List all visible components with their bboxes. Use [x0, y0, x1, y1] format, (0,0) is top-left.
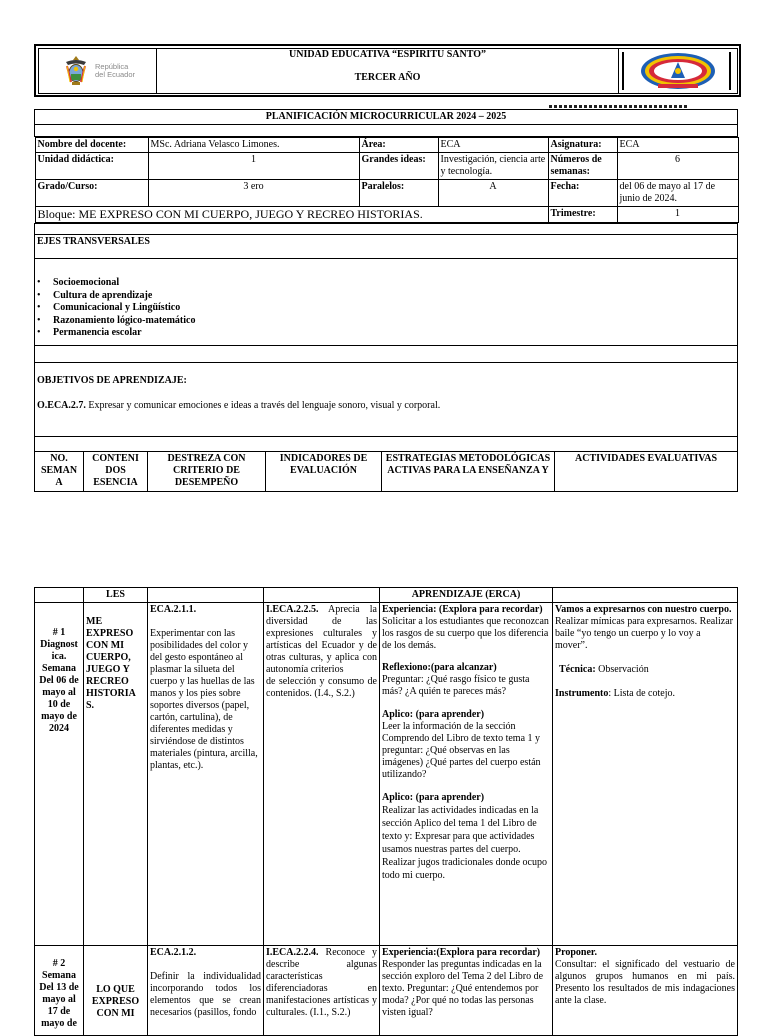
date-value: del 06 de mayo al 17 de junio de 2024.	[617, 180, 738, 207]
grade-year: TERCER AÑO	[354, 72, 421, 83]
col-week: NO. SEMAN A	[35, 452, 84, 492]
row1-instr-label: Instrumento	[555, 688, 609, 699]
row2-indicator-text: Reconoce y describe algunas características diferenciadoras en manifestaciones artísticas y culturales. (I.1., S.2.)	[266, 947, 377, 1018]
row2-exp-text: Responder las preguntas indicadas en la sección exploro del Tema 2 del Libro de texto. Preguntar: ¿Qué entendemos por moda? ¿Por qué no todas las personas visten igual?	[382, 959, 544, 1018]
term-label: Trimestre:	[548, 207, 617, 223]
date-label: Fecha:	[548, 180, 617, 207]
row2-exp-label: Experiencia:(Explora para recordar)	[382, 947, 541, 958]
block-label: Bloque	[37, 207, 73, 221]
row2-week: # 2 Semana Del 13 de mayo al 17 de mayo de	[35, 946, 84, 1036]
plan-title: PLANIFICACIÓN MICROCURRICULAR 2024 – 2025	[35, 110, 738, 125]
cont-activities	[553, 588, 738, 603]
transversal-item: • Cultura de aprendizaje	[37, 290, 735, 303]
row1-exp-label: Experiencia: (Explora para recordar)	[382, 604, 543, 615]
row1-indicator-text2: de selección y consumo de contenidos. (I.4., S.2.)	[266, 676, 377, 699]
row2-act-text: Consultar: el significado del vestuario de algunos grupos humanos en mi país. Presento los resultados de mis indagaciones ante la clase.	[555, 959, 735, 1006]
header-table	[38, 48, 738, 94]
term-value: 1	[617, 207, 738, 223]
row2-indicator-code: I.ECA.2.2.4.	[266, 947, 319, 958]
row1-apl2-label: Aplico: (para aprender)	[382, 792, 485, 803]
ecuador-coat-of-arms-icon	[63, 54, 89, 88]
unit-value: 1	[148, 153, 359, 180]
blank-row	[35, 224, 738, 235]
subject-value: ECA	[617, 138, 738, 153]
row1-apl1-label: Aplico: (para aprender)	[382, 709, 485, 720]
row1-apl2-text: Realizar las actividades indicadas en la sección Aplico del tema 1 del Libro de texto y: Expresar para que actividades usamos nuestras partes del cuerpo. Realizar jugos tradicionales donde ocupo todo mi cuerpo.	[382, 805, 547, 881]
area-value: ECA	[438, 138, 548, 153]
row1-apl1-text: Leer la información de la sección Comprendo del Libro de texto tema 1 y preguntar: ¿Qué observas en las imágenes) ¿Qué partes del cuerpo están utilizando?	[382, 721, 541, 780]
row1-tech: Observación	[595, 664, 649, 675]
unit-label: Unidad didáctica:	[35, 153, 148, 180]
cont-week	[35, 588, 84, 603]
transversal-item: • Permanencia escolar	[37, 327, 735, 340]
blank-row	[35, 437, 738, 452]
col-activities: ACTIVIDADES EVALUATIVAS	[555, 452, 738, 492]
subject-label: Asignatura:	[548, 138, 617, 153]
transversal-list	[37, 277, 735, 340]
row2-strategies	[380, 946, 553, 1036]
parallel-value: A	[438, 180, 548, 207]
blank-row	[35, 346, 738, 363]
row2-skill	[148, 946, 264, 1036]
row1-ref-text: Preguntar: ¿Qué rasgo físico te gusta más? ¿A quién te pareces más?	[382, 674, 530, 697]
row1-ref-label: Reflexiono:(para alcanzar)	[382, 662, 497, 673]
planning-table-top	[34, 109, 738, 492]
row1-skill-text: Experimentar con las posibilidades del color y del gesto espontáneo al plasmar la silueta del cuerpo y las huellas de las manos y los pies sobre soportes diversos (papel, cartón, cartulina), de diferentes medidas y sirviéndose de distintos materiales (pintura, arcilla, plantas, etc.).	[150, 628, 258, 771]
block-value: : ME EXPRESO CON MI CUERPO, JUEGO Y RECREO HISTORIAS.	[72, 207, 423, 221]
ecuador-government-text: República del Ecuador	[95, 61, 136, 79]
row1-act-text: Realizar mímicas para expresarnos. Realizar baile “yo tengo un cuerpo y lo voy a mover”.	[555, 616, 733, 651]
objectives-title: OBJETIVOS DE APRENDIZAJE:	[37, 375, 187, 386]
transversal-title: EJES TRANSVERSALES	[35, 235, 738, 259]
row1-activities	[553, 603, 738, 946]
objectives-cell	[35, 363, 738, 437]
row2-skill-code: ECA.2.1.2.	[150, 947, 197, 958]
row2-act-title: Proponer.	[555, 947, 597, 958]
grade-value: 3 ero	[148, 180, 359, 207]
info-table	[35, 137, 739, 223]
area-label: Área:	[359, 138, 438, 153]
row1-strategies	[380, 603, 553, 946]
transversal-list-cell	[35, 259, 738, 346]
row2-content: LO QUE EXPRESO CON MI	[84, 946, 148, 1036]
objective-code: O.ECA.2.7.	[37, 400, 86, 411]
header-left-logo-cell	[39, 49, 157, 94]
row1-skill-code: ECA.2.1.1.	[150, 604, 197, 615]
weeks-label: Números de semanas:	[548, 153, 617, 180]
row1-content: ME EXPRESO CON MI CUERPO, JUEGO Y RECREO HISTORIA S.	[84, 603, 148, 946]
weeks-value: 6	[617, 153, 738, 180]
transversal-item: • Comunicacional y Lingüístico	[37, 302, 735, 315]
row1-indicator	[264, 603, 380, 946]
col-strategies: ESTRATEGIAS METODOLÓGICAS ACTIVAS PARA LA ENSEÑANZA Y	[382, 452, 555, 492]
row1-week: # 1 Diagnost ica. Semana Del 06 de mayo al 10 de mayo de 2024	[35, 603, 84, 946]
ideas-label: Grandes ideas:	[359, 153, 438, 180]
transversal-item: • Razonamiento lógico-matemático	[37, 315, 735, 328]
cont-indicators	[264, 588, 380, 603]
row2-skill-text: Definir la individualidad incorporando todos los elementos que se crean necesarios (pasillos, fondo	[150, 971, 261, 1018]
row1-exp-text: Solicitar a los estudiantes que reconozcan los rasgos de su cuerpo que los diferencia de los demás.	[382, 616, 549, 651]
col-contents: CONTENI DOS ESENCIA	[84, 452, 148, 492]
faint-ruler-strip	[549, 105, 687, 108]
row2-activities	[553, 946, 738, 1036]
planning-table-continued	[34, 587, 738, 1036]
header-title-cell	[157, 49, 619, 94]
objective-text: Expresar y comunicar emociones e ideas a través del lenguaje sonoro, visual y corporal.	[85, 400, 441, 411]
row1-act-title: Vamos a expresarnos con nuestro cuerpo.	[555, 604, 732, 615]
parallel-label: Paralelos:	[359, 180, 438, 207]
block-cell	[35, 207, 548, 223]
teacher-value: MSc. Adriana Velasco Limones.	[148, 138, 359, 153]
row1-indicator-text: Aprecia la diversidad de las expresiones culturales y artísticas del Ecuador y de otras culturas, y aplica con autonomía criterios	[266, 604, 377, 675]
row1-instr: : Lista de cotejo.	[608, 688, 675, 699]
col-indicators: INDICADORES DE EVALUACIÓN	[266, 452, 382, 492]
grade-label: Grado/Curso:	[35, 180, 148, 207]
ideas-value: Investigación, ciencia arte y tecnología.	[438, 153, 548, 180]
teacher-label: Nombre del docente:	[35, 138, 148, 153]
cont-strategies: APRENDIZAJE (ERCA)	[380, 588, 553, 603]
school-logo-icon	[638, 51, 718, 91]
school-name: UNIDAD EDUCATIVA “ESPIRITU SANTO”	[289, 49, 486, 60]
cont-skill	[148, 588, 264, 603]
row1-tech-label: Técnica:	[559, 664, 596, 675]
blank-row	[35, 125, 738, 137]
row1-skill	[148, 603, 264, 946]
row2-indicator	[264, 946, 380, 1036]
transversal-item: • Socioemocional	[37, 277, 735, 290]
col-skill: DESTREZA CON CRITERIO DE DESEMPEÑO	[148, 452, 266, 492]
header-right-logo-cell	[619, 49, 738, 94]
cont-contents: LES	[84, 588, 148, 603]
row1-indicator-code: I.ECA.2.2.5.	[266, 604, 319, 615]
